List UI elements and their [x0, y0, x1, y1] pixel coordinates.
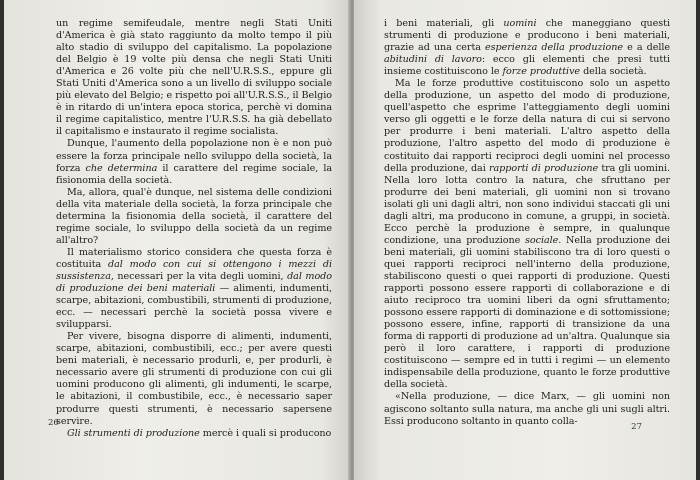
- paragraph: [56, 331, 332, 427]
- text-run: «Nella produzione, — dice Marx, — gli uomini non agiscono soltanto sulla natura, ma anche gli uni sugli altri. Essi producono soltanto in quanto colla-: [384, 391, 670, 427]
- text-run: tra gli uomini. Nella loro lotta contro la natura, che sfruttano per produrre dei beni materiali, gli uomini non si trovano isolati gli uni dagli altri, non sono individui staccati gli uni dagli altri, ma producono in comune, a gruppi, in società. Ecco perchè la produzione è sempre, in qualunque condizione, una produzione: [384, 162, 670, 246]
- right-page-text: [384, 18, 670, 428]
- italic-text: abitudini di lavoro: [384, 54, 482, 66]
- text-run: : ecco gli elementi che presi tutti insieme costituiscono le: [384, 54, 670, 78]
- text-run: Il materialismo storico considera che questa forza è costituita: [56, 246, 332, 270]
- text-run: — alimenti, indumenti, scarpe, abitazioni, combustibili, strumenti di produzione, ecc. — necessari perchè la società possa vivere e svilupparsi.: [56, 283, 333, 331]
- text-run: Ma, allora, qual'è dunque, nel sistema delle condizioni della vita materiale della società, la forza principale che determina la fisionomia della società, il carattere del regime sociale, lo sviluppo della società da un regime all'altro?: [56, 186, 332, 246]
- text-run: Dunque, l'aumento della popolazione non è e non può essere la forza principale nello sviluppo della società, la forza: [56, 138, 332, 174]
- left-page-text: [56, 18, 332, 440]
- italic-text: sociale: [525, 234, 559, 246]
- italic-text: che determina: [85, 162, 158, 174]
- text-run: che maneggiano questi strumenti di produzione e producono i beni materiali, grazie ad una certa: [384, 18, 671, 54]
- italic-text: Gli strumenti di produzione: [67, 427, 200, 439]
- text-run: , necessari per la vita degli uomini,: [110, 270, 288, 282]
- page-number-left: 26: [48, 418, 59, 428]
- italic-text: uomini: [503, 18, 537, 29]
- italic-text: dal modo di produzione dei beni materiali: [56, 270, 332, 295]
- paragraph: [56, 138, 332, 186]
- paragraph: [56, 18, 332, 138]
- paragraph: [384, 78, 670, 391]
- text-run: . Nella produzione dei beni materiali, gli uomini stabiliscono tra di loro questi o quei rapporti reciproci nell'interno della produzione, stabiliscono questi o quei rapporti di produzione. Questi rapporti possono essere rapporti di collaborazione e di aiuto reciproco tra uomini liberi da ogni sfruttamento; possono essere rapporti di dominazione e di sottomissione; possono essere, infine, rapporti di transizione da una forma di rapporti di produzione ad un'altra. Qualunque sia però il loro carattere, i rapporti di produzione costituiscono — sempre ed in tutti i regimi — un elemento indispensabile della produzione, quanto le forze produttive della società.: [384, 234, 670, 391]
- right-page: [354, 0, 696, 480]
- text-run: e a delle: [622, 42, 670, 54]
- italic-text: esperienza della produzione: [485, 42, 623, 54]
- paragraph: [56, 428, 332, 440]
- paragraph: [56, 187, 332, 247]
- italic-text: rapporti di produzione: [488, 162, 599, 174]
- left-page: [4, 0, 350, 480]
- italic-text: forze produttive: [502, 66, 581, 78]
- paragraph: [384, 18, 670, 78]
- text-run: il carattere del regime sociale, la fisionomia della società.: [56, 162, 333, 186]
- text-run: un regime semifeudale, mentre negli Stati Uniti d'America è già stato raggiunto da molto tempo il più alto stadio di sviluppo del capitalismo. La popolazione del Belgio è 19 volte più densa che negli Stati Uniti d'America e 26 volte più che nell'U.R.S.S., eppure gli Stati Uniti d'America sono a un livello di sviluppo sociale più elevato del Belgio; e rispetto poi all'U.R.S.S., il Belgio è in ritardo di un'intera epoca storica, perchè vi domina il regime capitalistico, mentre l'U.R.S.S. ha già debellato il capitalismo e instaurato il regime socialista.: [56, 18, 332, 138]
- italic-text: dal modo con cui si ottengono i mezzi di sussistenza: [56, 258, 332, 282]
- page-number-right: 27: [631, 422, 642, 432]
- text-run: i beni materiali, gli: [384, 18, 504, 29]
- paragraph: [56, 247, 332, 331]
- text-run: Ma le forze produttive costituiscono solo un aspetto della produzione, un aspetto del modo di produzione, quell'aspetto che esprime l'atteggiamento degli uomini verso gli oggetti e le forze della natura di cui si servono per produrre i beni materiali. L'altro aspetto della produzione, l'altro aspetto del modo di produzione è costituito dai rapporti reciproci degli uomini nel processo della produzione, dai: [384, 78, 670, 174]
- text-run: mercè i quali si producono: [199, 427, 332, 439]
- text-run: della società.: [580, 66, 647, 78]
- paragraph: [384, 391, 670, 427]
- text-run: Per vivere, bisogna disporre di alimenti, indumenti, scarpe, abitazioni, combustibili, ecc.; per avere questi beni materiali, è necessario produrli, e, per produrli, è necessario avere gli strumenti di produzione con cui gli uomini producono gli alimenti, gli indumenti, le scarpe, le abitazioni, il combustibile, ecc., è necessario saper produrre questi strumenti, è necessario sapersene servire.: [56, 331, 332, 427]
